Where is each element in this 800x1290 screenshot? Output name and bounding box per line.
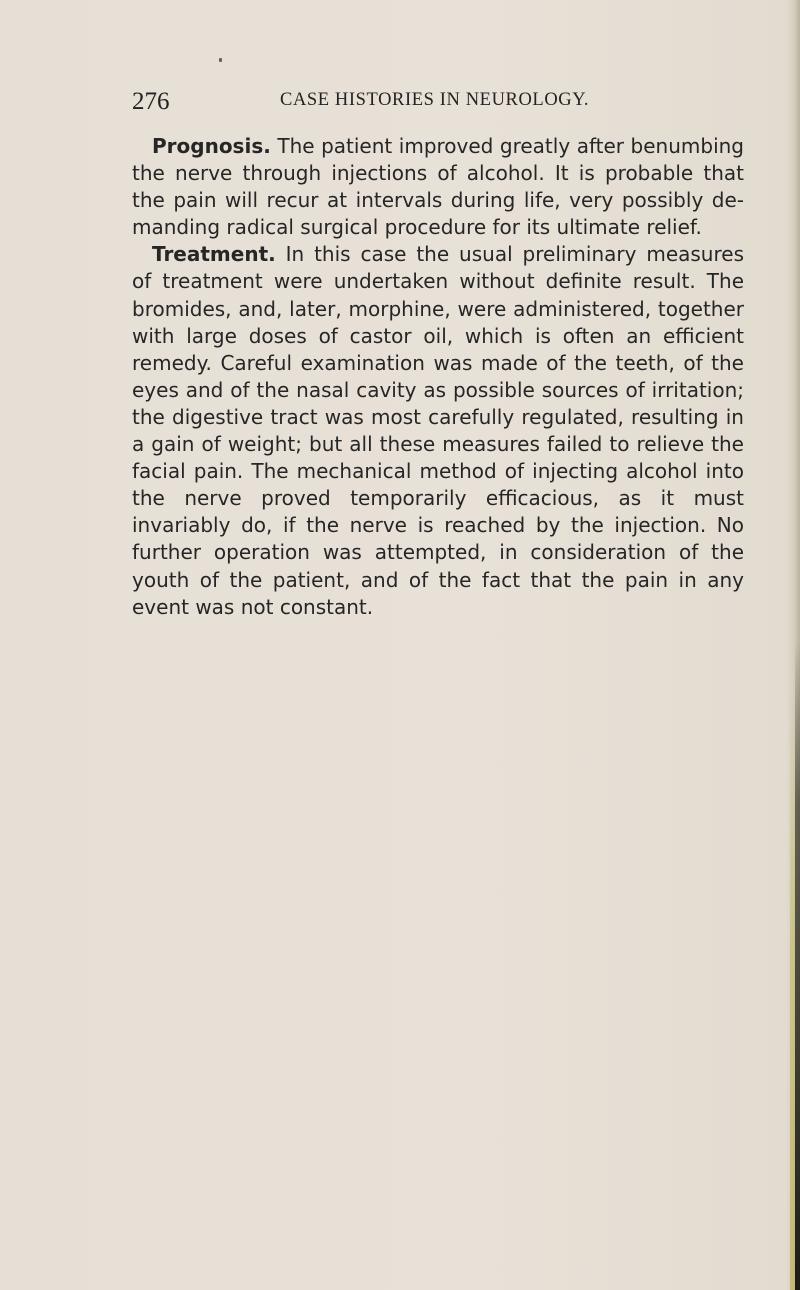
- paragraph-lead-treatment: Treatment.: [152, 242, 276, 267]
- paragraph-lead-prognosis: Prognosis.: [152, 134, 271, 158]
- paragraph-treatment: [132, 241, 744, 620]
- body-text: [132, 133, 744, 621]
- page-edge-binding: [795, 640, 800, 1290]
- paragraph-body-prognosis: The patient improved greatly after benumbing the nerve through injections of alcohol. It is probable that the pain will recur at intervals during life, very possibly de-manding radical surgical procedure for its ultimate relief.: [132, 134, 744, 240]
- page-header: [132, 88, 744, 116]
- paragraph-body-treatment: In this case the usual preliminary measures of treatment were undertaken without definite result. The bromides, and, later, morphine, were administered, together with large doses of castor oil, which is often an efficient remedy. Careful examination was made of the teeth, of the eyes and of the nasal cavity as possible sources of irritation; the digestive tract was most carefully regulated, resulting in a gain of weight; but all these measures failed to relieve the facial pain. The mechanical method of injecting alcohol into the nerve proved temporarily efficacious, as it must invariably do, if the nerve is reached by the injection. No further operation was attempted, in consideration of the youth of the patient, and of the fact that the pain in any event was not constant.: [132, 242, 744, 619]
- running-head: CASE HISTORIES IN NEUROLOGY.: [280, 90, 590, 110]
- paragraph-prognosis: [132, 133, 744, 241]
- page-number: 276: [132, 88, 170, 115]
- ink-speck: [219, 58, 222, 62]
